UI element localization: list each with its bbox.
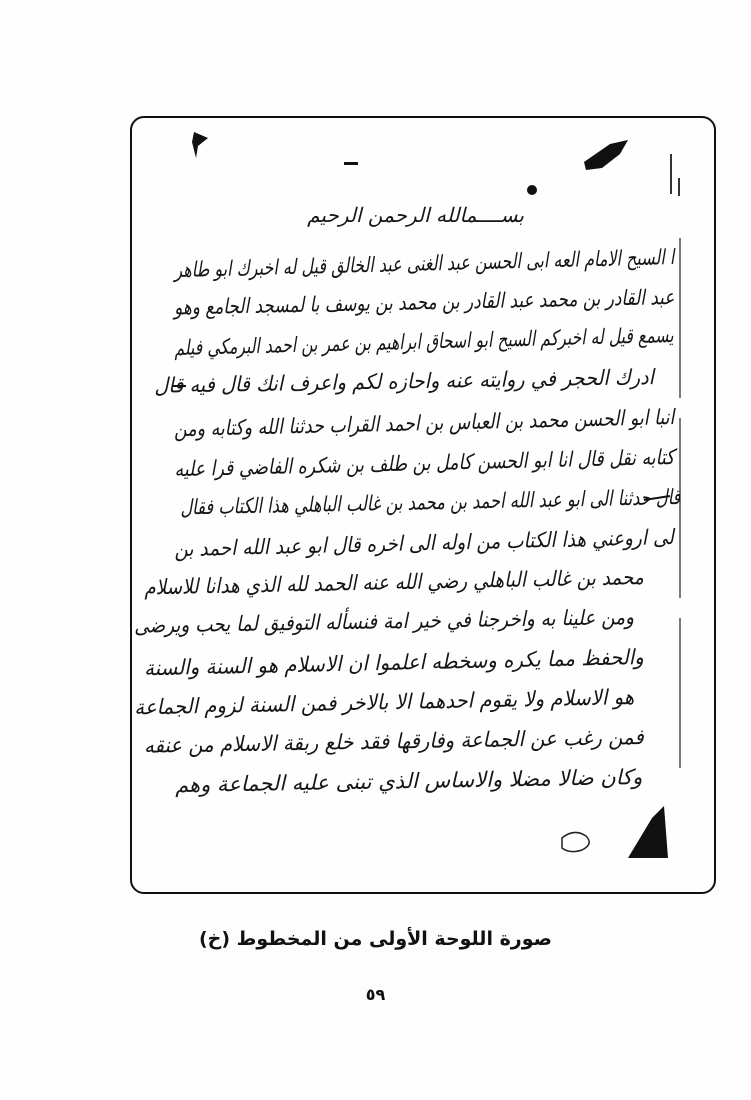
manuscript-line: انبا ابو الحسن محمد بن العباس بن احمد القراب حدثنا الله وكتابه ومن xyxy=(173,405,675,442)
manuscript-line: لى اروعني هذا الكتاب من اوله الى اخره قال ابو عبد الله احمد بن xyxy=(174,525,675,562)
manuscript-line: محمد بن غالب الباهلي رضي الله عنه الحمد لله الذي هدانا للاسلام xyxy=(144,565,645,600)
manuscript-line: ومن علينا به واخرجنا في خير امة فنسأله التوفيق لما يحب ويرضى xyxy=(134,605,635,638)
manuscript-line: والحفظ مما يكره وسخطه اعلموا ان الاسلام هو السنة والسنة xyxy=(144,645,645,681)
manuscript-line: قال حدثنا الى ابو عبد الله احمد بن محمد بن غالب الباهلي هذا الكتاب فقال xyxy=(179,485,681,520)
manuscript-line: عبد القادر بن محمد عبد القادر بن محمد بن يوسف با لمسجد الجامع وهو xyxy=(173,285,675,320)
manuscript-image xyxy=(132,118,714,892)
manuscript-line: ادرك الحجر في روايته عنه واحازه لكم واعرف انك قال فيه قال xyxy=(154,365,655,398)
manuscript-line: كتابه نقل قال انا ابو الحسن كامل بن طلف بن شكره الفاضي قرا عليه xyxy=(173,445,675,482)
manuscript-image-frame xyxy=(130,116,716,894)
manuscript-line: ا السيح الامام العه ابى الحسن عبد الغنى عبد الخالق قيل له اخبرك ابو طاهر xyxy=(173,245,675,283)
manuscript-line: فمن رغب عن الجماعة وفارقها فقد خلع ربقة الاسلام من عنقه xyxy=(144,725,645,758)
manuscript-line: يسمع قيل له اخبركم السيح ابو اسحاق ابراهيم بن عمر بن احمد البرمكي فيلم xyxy=(174,323,675,361)
manuscript-line: هو الاسلام ولا يقوم احدهما الا بالاخر فمن السنة لزوم الجماعة xyxy=(133,685,635,720)
manuscript-basmala: بســــمالله الرحمن الرحيم xyxy=(307,203,524,227)
figure-caption: صورة اللوحة الأولى من المخطوط (خ) xyxy=(198,928,552,950)
page-number: ٥٩ xyxy=(365,985,386,1004)
manuscript-line: وكان ضالا مضلا والاساس الذي تبنى عليه الجماعة وهم xyxy=(174,765,643,798)
